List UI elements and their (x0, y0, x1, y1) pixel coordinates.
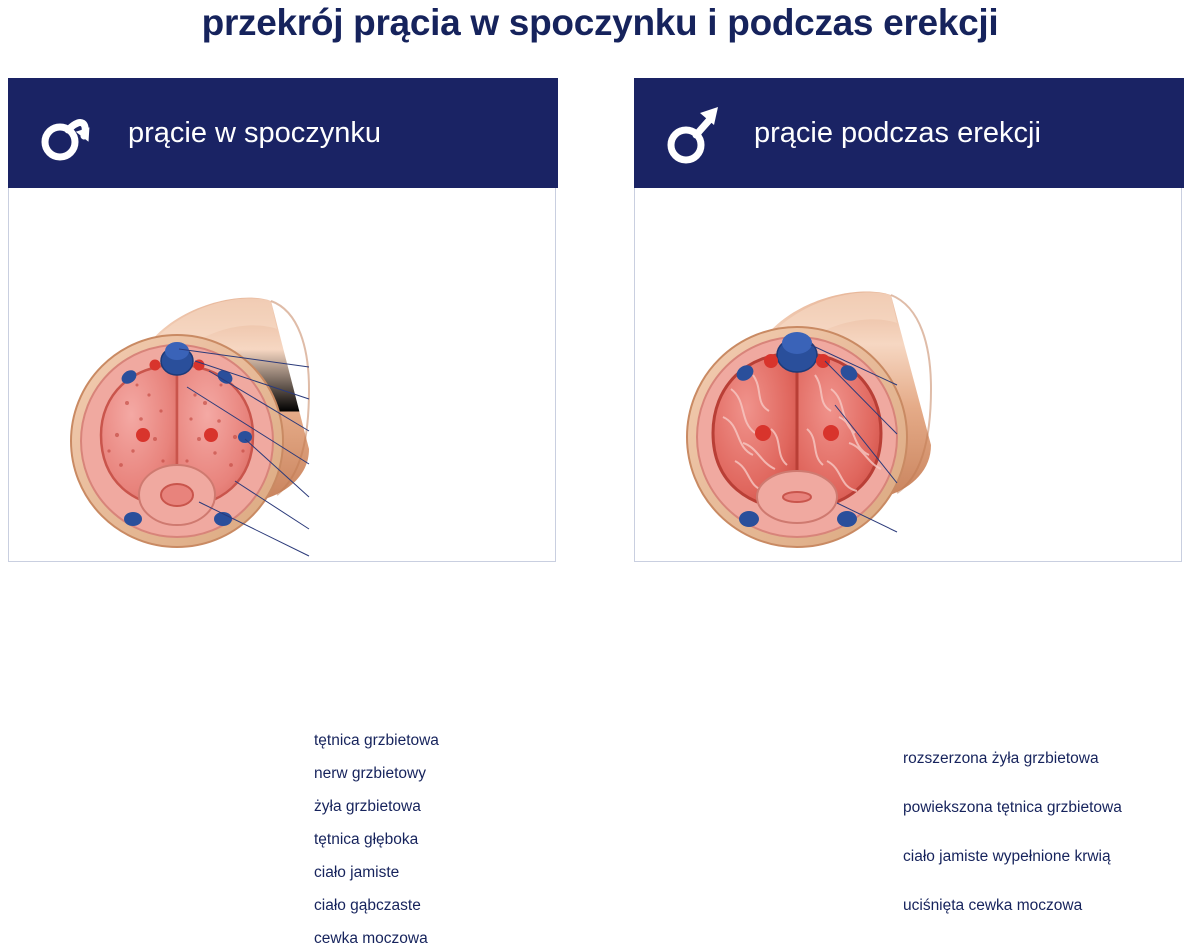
label-compressed-urethra: uciśnięta cewka moczowa (903, 897, 1083, 914)
label-dorsal-nerve: nerw grzbietowy (314, 765, 426, 782)
label-urethra: cewka moczowa (314, 930, 428, 947)
panel-erect-header (634, 78, 1184, 188)
cross-section-flaccid (71, 335, 283, 547)
label-dorsal-artery: tętnica grzbietowa (314, 732, 439, 749)
label-corpus-spongiosum: ciało gąbczaste (314, 897, 421, 914)
label-corpus-cavernosum: ciało jamiste (314, 864, 400, 881)
label-dorsal-vein: żyła grzbietowa (314, 798, 421, 815)
erect-anatomy-illustration (635, 189, 1181, 561)
panel-flaccid-body (9, 189, 555, 947)
label-deep-artery: tętnica głęboka (314, 831, 419, 848)
male-symbol-erect-icon (634, 97, 754, 169)
panel-erect-title: prącie podczas erekcji (754, 116, 1041, 149)
label-dilated-dorsal-vein: rozszerzona żyła grzbietowa (903, 750, 1099, 767)
panel-flaccid (8, 78, 556, 947)
panel-flaccid-header (8, 78, 558, 188)
flaccid-anatomy-illustration (9, 189, 555, 561)
panel-erect-body (635, 189, 1181, 914)
panel-erect (634, 78, 1182, 914)
label-blood-filled-cavernosum: ciało jamiste wypełnione krwią (903, 848, 1111, 865)
panel-flaccid-title: prącie w spoczynku (128, 116, 382, 149)
male-symbol-flaccid-icon (8, 98, 128, 168)
cross-section-erect (687, 327, 907, 547)
page-title: przekrój prącia w spoczynku i podczas erekcji (201, 2, 999, 43)
label-enlarged-dorsal-artery: powiekszona tętnica grzbietowa (903, 799, 1122, 816)
